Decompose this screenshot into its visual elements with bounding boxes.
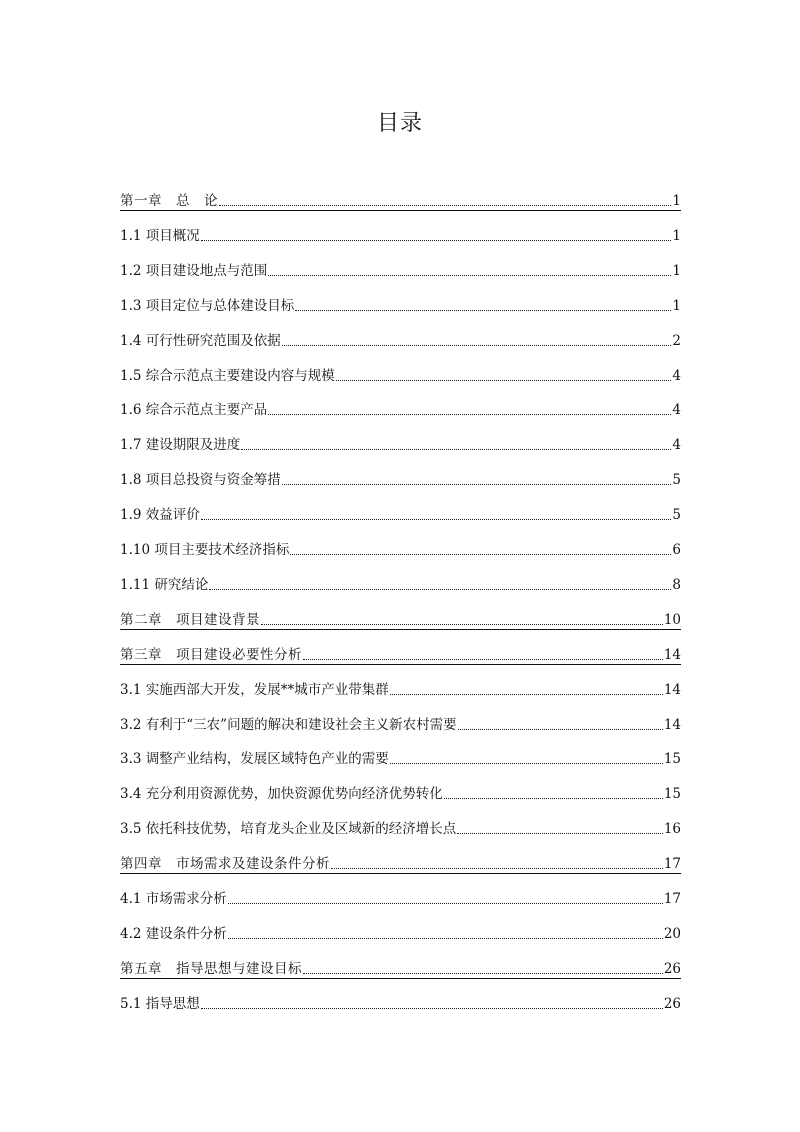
toc-entry-label: 1.7 建设期限及进度 (120, 437, 241, 454)
toc-section-entry[interactable] (120, 223, 681, 245)
toc-page-number: 20 (663, 925, 681, 942)
toc-leader-dots (303, 658, 663, 660)
toc-page-number: 4 (672, 367, 681, 384)
toc-chapter-entry[interactable] (120, 956, 681, 979)
toc-leader-dots (336, 379, 672, 381)
toc-leader-dots (268, 274, 671, 276)
toc-entry-label: 4.2 建设条件分析 (120, 925, 227, 942)
toc-leader-dots (219, 204, 671, 206)
toc-leader-dots (201, 1007, 663, 1009)
toc-section-entry[interactable] (120, 921, 681, 943)
toc-leader-dots (331, 867, 663, 869)
toc-section-entry[interactable] (120, 886, 681, 908)
toc-leader-dots (282, 344, 672, 346)
toc-leader-dots (241, 448, 671, 450)
toc-leader-dots (261, 623, 663, 625)
toc-page-number: 14 (663, 716, 681, 733)
toc-section-entry[interactable] (120, 328, 681, 350)
toc-entry-label: 第三章 项目建设必要性分析 (120, 646, 302, 663)
toc-page-number: 14 (663, 681, 681, 698)
toc-section-entry[interactable] (120, 746, 681, 768)
toc-page-number: 15 (663, 786, 681, 803)
toc-entry-label: 第四章 市场需求及建设条件分析 (120, 856, 330, 873)
toc-section-entry[interactable] (120, 781, 681, 803)
toc-entry-label: 4.1 市场需求分析 (120, 891, 227, 907)
toc-page-number: 16 (663, 821, 681, 838)
toc-entry-label: 3.3 调整产业结构，发展区域特色产业的需要 (120, 751, 389, 768)
toc-section-entry[interactable] (120, 712, 681, 734)
toc-section-entry[interactable] (120, 293, 681, 315)
toc-chapter-entry[interactable] (120, 851, 681, 874)
toc-entry-label: 1.4 可行性研究范围及依据 (120, 332, 281, 349)
toc-page-number: 4 (672, 402, 681, 419)
toc-entry-label: 第二章 项目建设背景 (120, 611, 260, 628)
toc-entry-label: 1.10 项目主要技术经济指标 (120, 542, 290, 558)
toc-section-entry[interactable] (120, 467, 681, 489)
toc-leader-dots (457, 832, 663, 834)
toc-entry-label: 第五章 指导思想与建设目标 (120, 960, 302, 977)
toc-entry-label: 1.3 项目定位与总体建设目标 (120, 297, 295, 314)
toc-entry-label: 3.5 依托科技优势，培育龙头企业及区域新的经济增长点 (120, 821, 457, 838)
toc-entry-label: 1.11 研究结论 (120, 576, 209, 593)
toc-entry-label: 第一章 总 论 (120, 193, 218, 209)
toc-entry-label: 1.6 综合示范点主要产品 (120, 402, 268, 419)
toc-leader-dots (290, 553, 671, 555)
toc-page-number: 8 (672, 576, 681, 593)
toc-page-number: 1 (672, 297, 681, 314)
toc-page-number: 14 (663, 646, 681, 663)
toc-section-entry[interactable] (120, 363, 681, 385)
toc-section-entry[interactable] (120, 816, 681, 838)
toc-section-entry[interactable] (120, 677, 681, 699)
page-title: 目录 (376, 111, 423, 136)
toc-page-number: 1 (672, 262, 681, 279)
toc-chapter-entry[interactable] (120, 642, 681, 665)
toc-leader-dots (201, 518, 672, 520)
toc-entry-label: 1.2 项目建设地点与范围 (120, 262, 268, 279)
toc-leader-dots (458, 728, 663, 730)
toc-entry-label: 3.4 充分利用资源优势，加快资源优势向经济优势转化 (120, 786, 443, 803)
toc-chapter-entry[interactable] (120, 188, 681, 211)
toc-page-number: 17 (663, 891, 681, 907)
toc-page-number: 26 (663, 960, 681, 977)
toc-section-entry[interactable] (120, 502, 681, 524)
toc-section-entry[interactable] (120, 258, 681, 280)
toc-section-entry[interactable] (120, 537, 681, 559)
toc-page-number: 15 (663, 751, 681, 768)
toc-page-number: 17 (663, 856, 681, 873)
toc-leader-dots (228, 902, 663, 904)
toc-section-entry[interactable] (120, 432, 681, 454)
toc-leader-dots (390, 693, 663, 695)
toc-entry-label: 1.9 效益评价 (120, 507, 200, 524)
toc-entry-label: 3.2 有利于“三农”问题的解决和建设社会主义新农村需要 (120, 716, 457, 733)
toc-entry-label: 5.1 指导思想 (120, 995, 200, 1012)
toc-leader-dots (268, 413, 671, 415)
toc-page-number: 1 (672, 227, 681, 244)
toc-leader-dots (282, 483, 672, 485)
toc-page-number: 5 (672, 507, 681, 524)
toc-entry-label: 3.1 实施西部大开发，发展**城市产业带集群 (120, 681, 389, 698)
toc-entry-label: 1.5 综合示范点主要建设内容与规模 (120, 367, 335, 384)
toc-leader-dots (390, 762, 663, 764)
toc-leader-dots (295, 309, 671, 311)
toc-page-number: 10 (663, 611, 681, 628)
toc-page-number: 26 (663, 995, 681, 1012)
toc-leader-dots (201, 239, 672, 241)
toc-page-number: 1 (672, 193, 681, 209)
toc-chapter-entry[interactable] (120, 607, 681, 630)
toc-page-number: 4 (672, 437, 681, 454)
toc-leader-dots (228, 937, 663, 939)
toc-section-entry[interactable] (120, 397, 681, 419)
toc-page-number: 5 (672, 472, 681, 489)
toc-page-number: 6 (672, 542, 681, 558)
toc-leader-dots (209, 588, 671, 590)
toc-page-number: 2 (672, 332, 681, 349)
toc-entry-label: 1.1 项目概况 (120, 227, 200, 244)
toc-section-entry[interactable] (120, 572, 681, 594)
toc-leader-dots (444, 797, 663, 799)
toc-section-entry[interactable] (120, 991, 681, 1013)
toc-leader-dots (303, 972, 663, 974)
toc-entry-label: 1.8 项目总投资与资金筹措 (120, 472, 281, 489)
